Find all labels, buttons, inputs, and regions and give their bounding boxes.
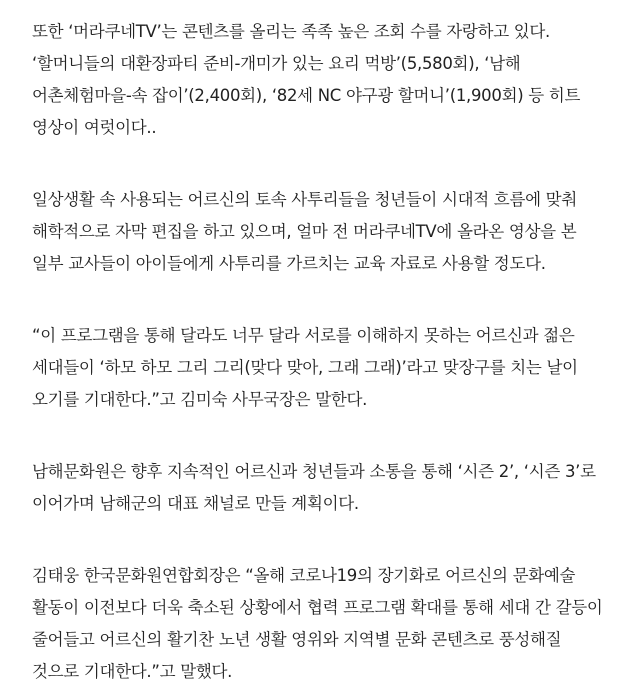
paragraph-5 bbox=[32, 560, 612, 688]
paragraph-2 bbox=[32, 184, 612, 280]
paragraph-gap bbox=[32, 520, 612, 560]
text-line: 활동이 이전보다 더욱 축소된 상황에서 협력 프로그램 확대를 통해 세대 간 갈등이 bbox=[32, 598, 603, 617]
text-line: 또한 ‘머라쿠네TV’는 콘텐츠를 올리는 족족 높은 조회 수를 자랑하고 있다. bbox=[32, 22, 550, 41]
text-line: 오기를 기대한다.”고 김미숙 사무국장은 말한다. bbox=[32, 390, 368, 409]
paragraph-4 bbox=[32, 456, 612, 520]
text-line: 어촌체험마을-속 잡이’(2,400회), ‘82세 NC 야구광 할머니’(1,900회) 등 히트 bbox=[32, 86, 581, 105]
text-line: 영상이 여럿이다.. bbox=[32, 118, 157, 137]
article-body bbox=[32, 16, 612, 688]
text-line: 일상생활 속 사용되는 어르신의 토속 사투리들을 청년들이 시대적 흐름에 맞춰 bbox=[32, 190, 577, 209]
paragraph-3 bbox=[32, 320, 612, 416]
text-line: 것으로 기대한다.”고 말했다. bbox=[32, 662, 233, 681]
text-line: “이 프로그램을 통해 달라도 너무 달라 서로를 이해하지 못하는 어르신과 젊은 bbox=[32, 326, 575, 345]
text-line: 이어가며 남해군의 대표 채널로 만들 계획이다. bbox=[32, 494, 359, 513]
text-line: 일부 교사들이 아이들에게 사투리를 가르치는 교육 자료로 사용할 정도다. bbox=[32, 254, 546, 273]
paragraph-gap bbox=[32, 144, 612, 184]
text-line: 줄어들고 어르신의 활기찬 노년 생활 영위와 지역별 문화 콘텐츠로 풍성해질 bbox=[32, 630, 562, 649]
paragraph-1 bbox=[32, 16, 612, 144]
text-line: 남해문화원은 향후 지속적인 어르신과 청년들과 소통을 통해 ‘시즌 2’, ‘시즌 3’로 bbox=[32, 462, 596, 481]
text-line: 세대들이 ‘하모 하모 그리 그리(맞다 맞아, 그래 그래)’라고 맞장구를 치는 날이 bbox=[32, 358, 578, 377]
paragraph-gap bbox=[32, 280, 612, 320]
text-line: 해학적으로 자막 편집을 하고 있으며, 얼마 전 머라쿠네TV에 올라온 영상을 본 bbox=[32, 222, 577, 241]
text-line: 김태웅 한국문화원연합회장은 “올해 코로나19의 장기화로 어르신의 문화예술 bbox=[32, 566, 576, 585]
paragraph-gap bbox=[32, 416, 612, 456]
text-line: ‘할머니들의 대환장파티 준비-개미가 있는 요리 먹방’(5,580회), ‘남해 bbox=[32, 54, 521, 73]
